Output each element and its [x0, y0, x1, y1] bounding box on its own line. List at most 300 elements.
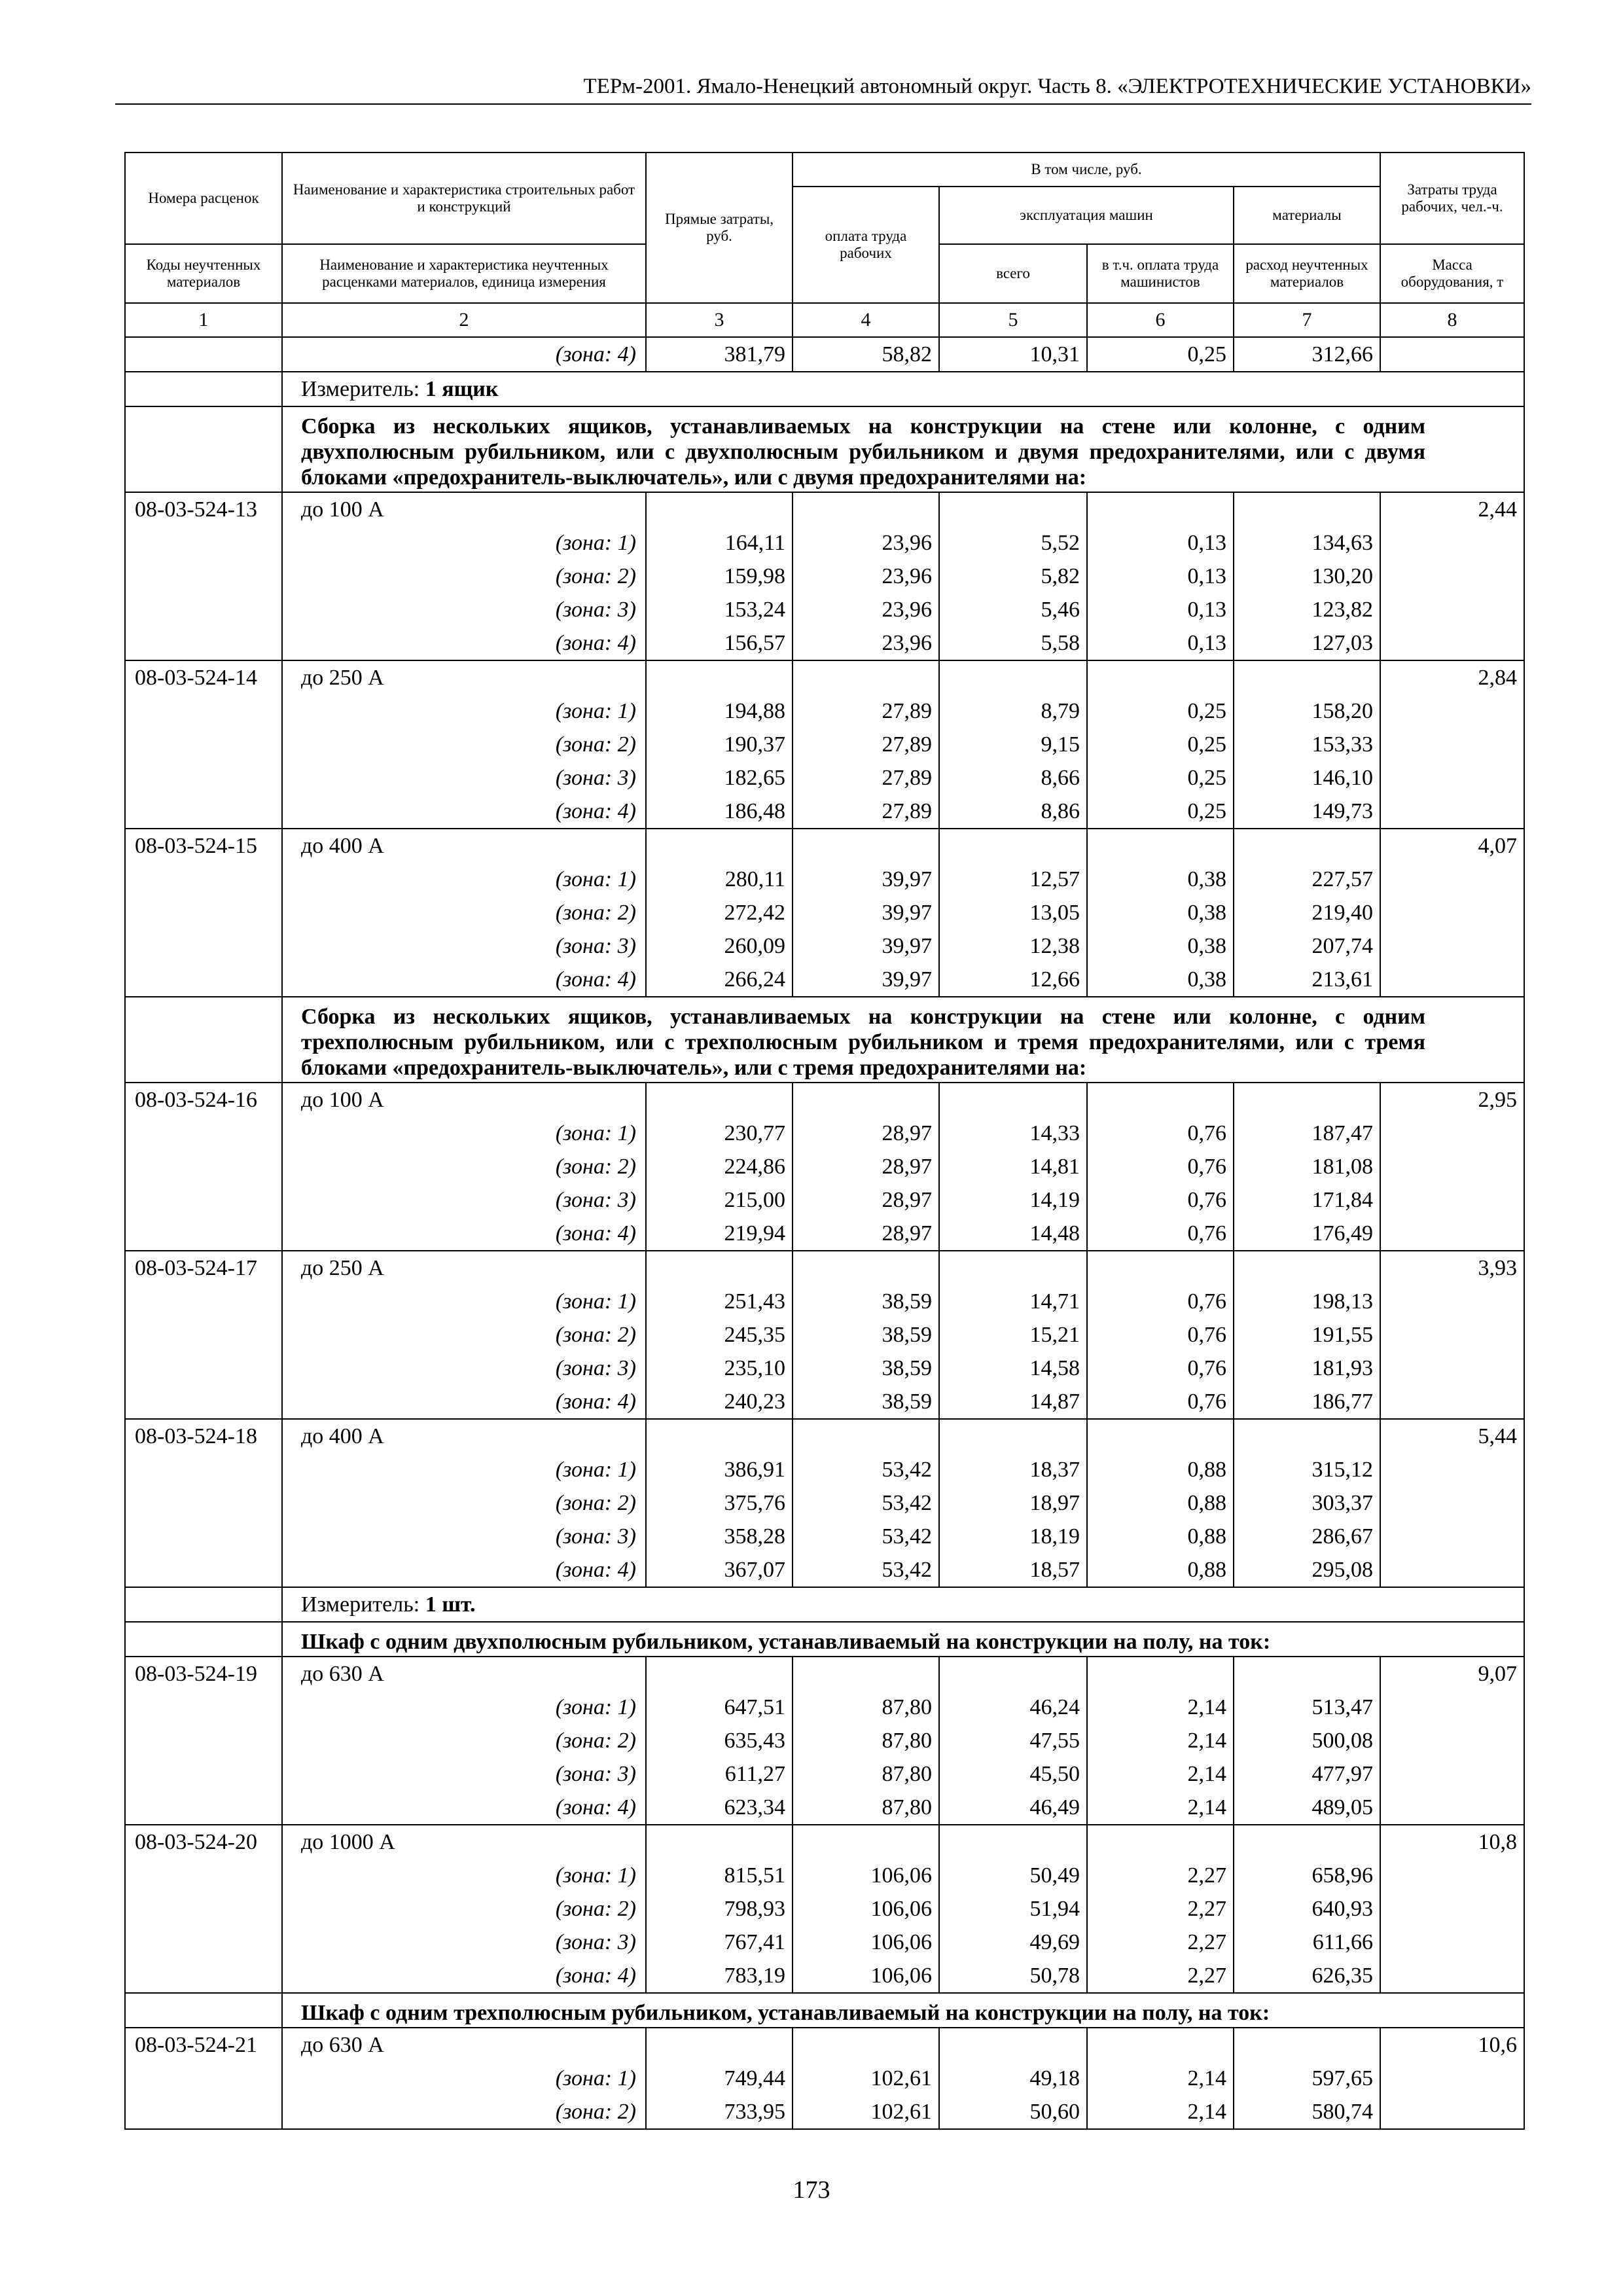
materials-value: 213,61 [1234, 963, 1380, 997]
empty-cell [793, 1657, 939, 1691]
zone-label: (зона: 2) [282, 2095, 646, 2129]
zone-label: (зона: 3) [282, 1926, 646, 1959]
empty-cell [939, 1657, 1087, 1691]
empty-cell [646, 829, 793, 863]
machines-total-value: 49,18 [939, 2062, 1087, 2095]
rate-code-cell [125, 694, 282, 728]
materials-value: 500,08 [1234, 1724, 1380, 1757]
materials-value: 134,63 [1234, 526, 1380, 560]
rate-code-cell [125, 896, 282, 929]
labor-value [1380, 963, 1524, 997]
column-number: 3 [646, 303, 793, 337]
empty-cell [125, 1993, 282, 2028]
item-name: до 400 А [282, 1419, 646, 1453]
operator-wages-value: 2,14 [1087, 2062, 1234, 2095]
operator-wages-value: 0,25 [1087, 795, 1234, 829]
empty-cell [646, 1657, 793, 1691]
materials-value: 146,10 [1234, 761, 1380, 795]
empty-cell [793, 660, 939, 694]
meter-cell [282, 372, 1524, 406]
running-header: ТЕРм-2001. Ямало-Ненецкий автономный округ. Часть 8. «ЭЛЕКТРОТЕХНИЧЕСКИЕ УСТАНОВКИ» [583, 75, 1531, 98]
meter-unit: 1 ящик [425, 377, 499, 401]
meter-unit: 1 шт. [425, 1592, 476, 1617]
rate-code-cell [125, 2062, 282, 2095]
zone-row [125, 337, 1524, 372]
zone-label: (зона: 3) [282, 1352, 646, 1385]
rate-code: 08-03-524-18 [125, 1419, 282, 1453]
rate-code-cell [125, 1791, 282, 1825]
direct-costs-value: 611,27 [646, 1757, 793, 1791]
operator-wages-value: 2,27 [1087, 1959, 1234, 1993]
operator-wages-value: 2,14 [1087, 1791, 1234, 1825]
materials-value: 611,66 [1234, 1926, 1380, 1959]
meter-label: Измеритель: [301, 1592, 420, 1617]
machines-total-value: 18,57 [939, 1553, 1087, 1587]
rate-code-cell [125, 1150, 282, 1183]
worker-wages-value: 102,61 [793, 2062, 939, 2095]
materials-value: 227,57 [1234, 863, 1380, 896]
rate-code: 08-03-524-20 [125, 1825, 282, 1859]
header-equipment-mass: Масса оборудования, т [1380, 244, 1524, 303]
materials-value: 158,20 [1234, 694, 1380, 728]
empty-cell [1087, 1083, 1234, 1117]
rate-row [125, 1419, 1524, 1453]
worker-wages-value: 38,59 [793, 1285, 939, 1318]
worker-wages-value: 27,89 [793, 761, 939, 795]
operator-wages-value: 0,25 [1087, 694, 1234, 728]
operator-wages-value: 0,13 [1087, 593, 1234, 626]
machines-total-value: 50,49 [939, 1859, 1087, 1892]
worker-wages-value: 87,80 [793, 1724, 939, 1757]
worker-wages-value: 87,80 [793, 1691, 939, 1724]
machines-total-value: 12,66 [939, 963, 1087, 997]
operator-wages-value: 2,14 [1087, 1757, 1234, 1791]
rate-code-cell [125, 593, 282, 626]
rate-code-cell [125, 1183, 282, 1217]
empty-cell [1234, 492, 1380, 526]
zone-label: (зона: 2) [282, 1892, 646, 1926]
rate-row [125, 492, 1524, 526]
operator-wages-value: 0,38 [1087, 963, 1234, 997]
empty-cell [125, 997, 282, 1083]
labor-value [1380, 337, 1524, 372]
zone-row [125, 2062, 1524, 2095]
direct-costs-value: 798,93 [646, 1892, 793, 1926]
empty-cell [1087, 2028, 1234, 2062]
rate-code-cell [125, 1926, 282, 1959]
labor-value [1380, 1117, 1524, 1150]
worker-wages-value: 28,97 [793, 1217, 939, 1251]
labor-value [1380, 694, 1524, 728]
rate-code: 08-03-524-19 [125, 1657, 282, 1691]
operator-wages-value: 0,38 [1087, 929, 1234, 963]
worker-wages-value: 53,42 [793, 1453, 939, 1486]
materials-value: 219,40 [1234, 896, 1380, 929]
rate-code-cell [125, 1486, 282, 1520]
zone-row [125, 1520, 1524, 1553]
machines-total-value: 5,52 [939, 526, 1087, 560]
labor-costs-value: 2,84 [1380, 660, 1524, 694]
zone-row [125, 2095, 1524, 2129]
rate-row [125, 2028, 1524, 2062]
rate-code-cell [125, 1892, 282, 1926]
worker-wages-value: 106,06 [793, 1892, 939, 1926]
labor-value [1380, 1150, 1524, 1183]
rate-code-cell [125, 526, 282, 560]
direct-costs-value: 623,34 [646, 1791, 793, 1825]
zone-label: (зона: 4) [282, 1553, 646, 1587]
zone-label: (зона: 1) [282, 1859, 646, 1892]
labor-value [1380, 1183, 1524, 1217]
labor-value [1380, 1453, 1524, 1486]
empty-cell [646, 2028, 793, 2062]
zone-label: (зона: 4) [282, 1217, 646, 1251]
section-title: Шкаф с одним трехполюсным рубильником, устанавливаемый на конструкции на полу, на ток: [282, 1993, 1524, 2028]
labor-costs-value: 2,44 [1380, 492, 1524, 526]
zone-row [125, 1183, 1524, 1217]
column-number: 8 [1380, 303, 1524, 337]
worker-wages-value: 23,96 [793, 626, 939, 660]
rate-code-cell [125, 2095, 282, 2129]
labor-costs-value: 2,95 [1380, 1083, 1524, 1117]
machines-total-value: 14,87 [939, 1385, 1087, 1419]
section-title: Шкаф с одним двухполюсным рубильником, устанавливаемый на конструкции на полу, на ток: [282, 1622, 1524, 1657]
empty-cell [646, 1825, 793, 1859]
rate-code-cell [125, 626, 282, 660]
machines-total-value: 15,21 [939, 1318, 1087, 1352]
item-name: до 100 А [282, 1083, 646, 1117]
empty-cell [1234, 1825, 1380, 1859]
rate-code-cell [125, 1553, 282, 1587]
worker-wages-value: 39,97 [793, 963, 939, 997]
empty-cell [646, 1083, 793, 1117]
materials-value: 626,35 [1234, 1959, 1380, 1993]
machines-total-value: 18,97 [939, 1486, 1087, 1520]
labor-value [1380, 1724, 1524, 1757]
empty-cell [939, 829, 1087, 863]
rate-code-cell [125, 1352, 282, 1385]
labor-value [1380, 1791, 1524, 1825]
zone-label: (зона: 3) [282, 1520, 646, 1553]
zone-row [125, 1285, 1524, 1318]
direct-costs-value: 280,11 [646, 863, 793, 896]
labor-value [1380, 1892, 1524, 1926]
machines-total-value: 5,82 [939, 560, 1087, 593]
zone-row [125, 1217, 1524, 1251]
zone-label: (зона: 1) [282, 1453, 646, 1486]
rate-code-cell [125, 728, 282, 761]
meter-row [125, 372, 1524, 406]
direct-costs-value: 749,44 [646, 2062, 793, 2095]
section-row [125, 406, 1524, 492]
operator-wages-value: 0,25 [1087, 728, 1234, 761]
empty-cell [646, 1419, 793, 1453]
direct-costs-value: 240,23 [646, 1385, 793, 1419]
worker-wages-value: 39,97 [793, 896, 939, 929]
materials-value: 295,08 [1234, 1553, 1380, 1587]
direct-costs-value: 251,43 [646, 1285, 793, 1318]
empty-cell [793, 1825, 939, 1859]
machines-total-value: 5,58 [939, 626, 1087, 660]
labor-value [1380, 1757, 1524, 1791]
operator-wages-value: 0,25 [1087, 761, 1234, 795]
materials-value: 191,55 [1234, 1318, 1380, 1352]
labor-costs-value: 10,6 [1380, 2028, 1524, 2062]
empty-cell [1234, 1251, 1380, 1285]
labor-value [1380, 593, 1524, 626]
column-number: 7 [1234, 303, 1380, 337]
rate-code-cell [125, 1285, 282, 1318]
materials-value: 176,49 [1234, 1217, 1380, 1251]
worker-wages-value: 38,59 [793, 1318, 939, 1352]
machines-total-value: 45,50 [939, 1757, 1087, 1791]
operator-wages-value: 2,14 [1087, 1691, 1234, 1724]
item-name: до 1000 А [282, 1825, 646, 1859]
operator-wages-value: 2,14 [1087, 2095, 1234, 2129]
zone-label: (зона: 4) [282, 1791, 646, 1825]
rate-code-cell [125, 560, 282, 593]
worker-wages-value: 27,89 [793, 795, 939, 829]
labor-costs-value: 5,44 [1380, 1419, 1524, 1453]
direct-costs-value: 245,35 [646, 1318, 793, 1352]
direct-costs-value: 272,42 [646, 896, 793, 929]
zone-label: (зона: 4) [282, 337, 646, 372]
empty-cell [1234, 660, 1380, 694]
section-title: Сборка из нескольких ящиков, устанавливаемых на конструкции на стене или колонне, с одним трехполюсным рубильником, или с трехполюсным рубильником и тремя предохранителями, или с тремя блоками «предохранитель-выключатель», или с тремя предохранителями на: [282, 997, 1524, 1083]
operator-wages-value: 2,14 [1087, 1724, 1234, 1757]
operator-wages-value: 2,27 [1087, 1892, 1234, 1926]
empty-cell [1087, 660, 1234, 694]
operator-wages-value: 0,88 [1087, 1486, 1234, 1520]
empty-cell [793, 492, 939, 526]
machines-total-value: 9,15 [939, 728, 1087, 761]
direct-costs-value: 219,94 [646, 1217, 793, 1251]
rate-code-cell [125, 1520, 282, 1553]
worker-wages-value: 87,80 [793, 1757, 939, 1791]
empty-cell [125, 1622, 282, 1657]
table-body [125, 337, 1524, 2129]
zone-label: (зона: 2) [282, 1318, 646, 1352]
empty-cell [646, 660, 793, 694]
zone-label: (зона: 2) [282, 1486, 646, 1520]
header-labor-costs: Затраты труда рабочих, чел.-ч. [1380, 152, 1524, 244]
zone-label: (зона: 1) [282, 1117, 646, 1150]
worker-wages-value: 27,89 [793, 694, 939, 728]
machines-total-value: 14,71 [939, 1285, 1087, 1318]
rate-code-cell [125, 795, 282, 829]
section-row [125, 1993, 1524, 2028]
price-table [124, 152, 1525, 2130]
labor-value [1380, 626, 1524, 660]
rate-code-cell [125, 1724, 282, 1757]
zone-row [125, 1892, 1524, 1926]
materials-value: 286,67 [1234, 1520, 1380, 1553]
empty-cell [793, 829, 939, 863]
rate-row [125, 660, 1524, 694]
empty-cell [1087, 1657, 1234, 1691]
direct-costs-value: 182,65 [646, 761, 793, 795]
worker-wages-value: 106,06 [793, 1859, 939, 1892]
rate-code-cell [125, 1117, 282, 1150]
worker-wages-value: 27,89 [793, 728, 939, 761]
rate-code: 08-03-524-14 [125, 660, 282, 694]
materials-value: 312,66 [1234, 337, 1380, 372]
empty-cell [793, 1083, 939, 1117]
page-number: 173 [793, 2176, 830, 2204]
machines-total-value: 14,81 [939, 1150, 1087, 1183]
labor-value [1380, 1285, 1524, 1318]
rate-code-cell [125, 1385, 282, 1419]
worker-wages-value: 23,96 [793, 526, 939, 560]
materials-value: 187,47 [1234, 1117, 1380, 1150]
materials-value: 580,74 [1234, 2095, 1380, 2129]
labor-value [1380, 1217, 1524, 1251]
direct-costs-value: 635,43 [646, 1724, 793, 1757]
zone-label: (зона: 4) [282, 1385, 646, 1419]
machines-total-value: 14,58 [939, 1352, 1087, 1385]
machines-total-value: 8,79 [939, 694, 1087, 728]
zone-label: (зона: 2) [282, 728, 646, 761]
zone-row [125, 1791, 1524, 1825]
zone-label: (зона: 2) [282, 560, 646, 593]
item-name: до 630 А [282, 2028, 646, 2062]
labor-value [1380, 795, 1524, 829]
zone-label: (зона: 2) [282, 1150, 646, 1183]
zone-row [125, 526, 1524, 560]
direct-costs-value: 358,28 [646, 1520, 793, 1553]
rate-code-cell [125, 1757, 282, 1791]
labor-value [1380, 2062, 1524, 2095]
machines-total-value: 12,38 [939, 929, 1087, 963]
machines-total-value: 51,94 [939, 1892, 1087, 1926]
operator-wages-value: 0,76 [1087, 1285, 1234, 1318]
column-number: 5 [939, 303, 1087, 337]
zone-row [125, 694, 1524, 728]
labor-value [1380, 1520, 1524, 1553]
rate-row [125, 829, 1524, 863]
direct-costs-value: 783,19 [646, 1959, 793, 1993]
labor-value [1380, 560, 1524, 593]
materials-value: 130,20 [1234, 560, 1380, 593]
zone-label: (зона: 3) [282, 1183, 646, 1217]
zone-row [125, 761, 1524, 795]
zone-row [125, 1724, 1524, 1757]
rate-code-cell [125, 963, 282, 997]
machines-total-value: 5,46 [939, 593, 1087, 626]
zone-row [125, 1352, 1524, 1385]
header-machines-total: всего [939, 244, 1087, 303]
zone-row [125, 929, 1524, 963]
worker-wages-value: 28,97 [793, 1150, 939, 1183]
zone-label: (зона: 1) [282, 1285, 646, 1318]
direct-costs-value: 767,41 [646, 1926, 793, 1959]
header-worker-wages: оплата труда рабочих [793, 187, 939, 303]
direct-costs-value: 647,51 [646, 1691, 793, 1724]
header-direct-costs: Прямые затраты, руб. [646, 152, 793, 303]
zone-label: (зона: 2) [282, 1724, 646, 1757]
labor-costs-value: 10,8 [1380, 1825, 1524, 1859]
rate-code: 08-03-524-13 [125, 492, 282, 526]
zone-label: (зона: 1) [282, 1691, 646, 1724]
machines-total-value: 8,86 [939, 795, 1087, 829]
empty-cell [646, 1251, 793, 1285]
zone-row [125, 1859, 1524, 1892]
worker-wages-value: 53,42 [793, 1520, 939, 1553]
direct-costs-value: 815,51 [646, 1859, 793, 1892]
direct-costs-value: 733,95 [646, 2095, 793, 2129]
worker-wages-value: 53,42 [793, 1553, 939, 1587]
zone-label: (зона: 3) [282, 929, 646, 963]
zone-row [125, 728, 1524, 761]
labor-value [1380, 1553, 1524, 1587]
empty-cell [646, 492, 793, 526]
materials-value: 315,12 [1234, 1453, 1380, 1486]
rate-code-cell [125, 863, 282, 896]
labor-value [1380, 1352, 1524, 1385]
header-unaccounted-materials: расход неучтенных материалов [1234, 244, 1380, 303]
worker-wages-value: 39,97 [793, 929, 939, 963]
machines-total-value: 13,05 [939, 896, 1087, 929]
labor-value [1380, 1385, 1524, 1419]
materials-value: 207,74 [1234, 929, 1380, 963]
empty-cell [1234, 2028, 1380, 2062]
operator-wages-value: 0,76 [1087, 1183, 1234, 1217]
zone-row [125, 896, 1524, 929]
materials-value: 123,82 [1234, 593, 1380, 626]
labor-value [1380, 896, 1524, 929]
empty-cell [1234, 829, 1380, 863]
worker-wages-value: 28,97 [793, 1117, 939, 1150]
rate-code-cell [125, 337, 282, 372]
rate-code-cell [125, 761, 282, 795]
zone-row [125, 1486, 1524, 1520]
header-rate-numbers: Номера расценок [125, 152, 282, 244]
empty-cell [1234, 1657, 1380, 1691]
materials-value: 198,13 [1234, 1285, 1380, 1318]
zone-label: (зона: 4) [282, 1959, 646, 1993]
labor-value [1380, 1318, 1524, 1352]
machines-total-value: 12,57 [939, 863, 1087, 896]
machines-total-value: 46,49 [939, 1791, 1087, 1825]
column-number: 1 [125, 303, 282, 337]
empty-cell [1234, 1083, 1380, 1117]
empty-cell [1087, 1825, 1234, 1859]
section-row [125, 997, 1524, 1083]
machines-total-value: 50,60 [939, 2095, 1087, 2129]
zone-row [125, 560, 1524, 593]
zone-row [125, 1318, 1524, 1352]
labor-value [1380, 761, 1524, 795]
rate-code-cell [125, 1959, 282, 1993]
empty-cell [1087, 1251, 1234, 1285]
materials-value: 640,93 [1234, 1892, 1380, 1926]
materials-value: 513,47 [1234, 1691, 1380, 1724]
materials-value: 171,84 [1234, 1183, 1380, 1217]
empty-cell [793, 1419, 939, 1453]
direct-costs-value: 186,48 [646, 795, 793, 829]
zone-row [125, 1385, 1524, 1419]
meter-label: Измеритель: [301, 377, 420, 401]
zone-label: (зона: 4) [282, 626, 646, 660]
materials-value: 489,05 [1234, 1791, 1380, 1825]
rate-code-cell [125, 1859, 282, 1892]
empty-cell [125, 372, 282, 406]
empty-cell [939, 1419, 1087, 1453]
zone-row [125, 795, 1524, 829]
operator-wages-value: 0,38 [1087, 896, 1234, 929]
zone-row [125, 626, 1524, 660]
materials-value: 658,96 [1234, 1859, 1380, 1892]
